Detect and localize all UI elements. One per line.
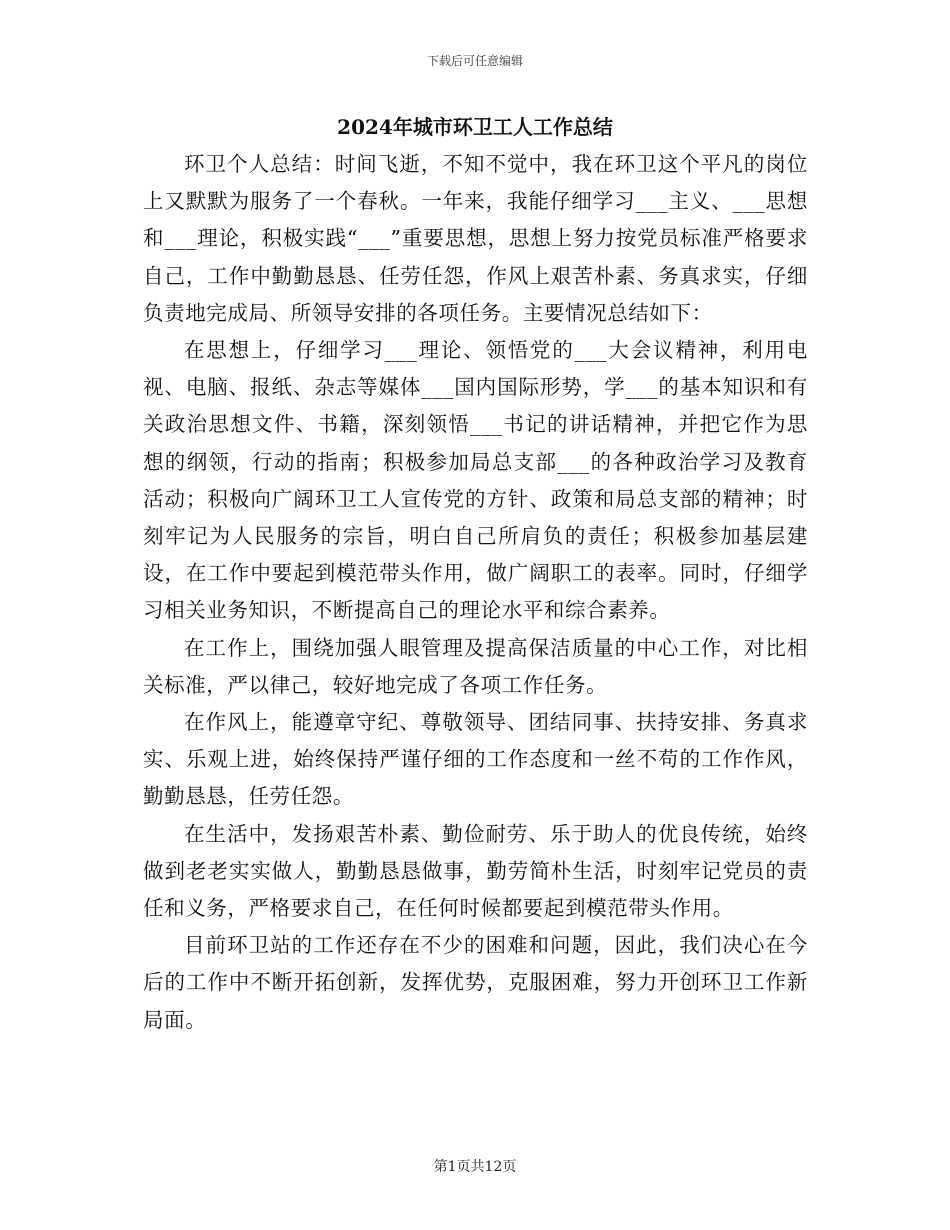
page-number: 第1页共12页 — [433, 1159, 517, 1175]
paragraph-6: 目前环卫站的工作还存在不少的困难和问题，因此，我们决心在今后的工作中不断开拓创新，发挥优势，克服困难，努力开创环卫工作新局面。 — [143, 933, 808, 1032]
paragraph-5: 在生活中，发扬艰苦朴素、勤俭耐劳、乐于助人的优良传统，始终做到老老实实做人，勤勤恳恳做事，勤劳简朴生活，时刻牢记党员的责任和义务，严格要求自己，在任何时候都要起到模范带头作用。 — [143, 821, 808, 921]
paragraph-1: 环卫个人总结：时间飞逝，不知不觉中，我在环卫这个平凡的岗位上又默默为服务了一个春秋。一年来，我能仔细学习___主义、___思想和___理论，积极实践“___”重要思想，思想上努力按党员标准严格要求自己，工作中勤勤恳恳、任劳任怨，作风上艰苦朴素、务真求实，仔细负责地完成局、所领导安排的各项任务。主要情况总结如下： — [143, 152, 808, 325]
header-note: 下载后可任意编辑 — [426, 54, 523, 68]
document-title: 2024年城市环卫工人工作总结 — [337, 115, 613, 139]
paragraph-3: 在工作上，围绕加强人眼管理及提高保洁质量的中心工作，对比相关标准，严以律己，较好地完成了各项工作任务。 — [143, 635, 808, 697]
document-body — [143, 146, 808, 1039]
paragraph-4: 在作风上，能遵章守纪、尊敬领导、团结同事、扶持安排、务真求实、乐观上进，始终保持严谨仔细的工作态度和一丝不苟的工作作风，勤勤恳恳，任劳任怨。 — [143, 710, 808, 809]
paragraph-2: 在思想上，仔细学习___理论、领悟党的___大会议精神，利用电视、电脑、报纸、杂志等媒体___国内国际形势，学___的基本知识和有关政治思想文件、书籍，深刻领悟___书记的讲话精神，并把它作为思想的纲领，行动的指南；积极参加局总支部___的各种政治学习及教育活动；积极向广阔环卫工人宣传党的方针、政策和局总支部的精神；时刻牢记为人民服务的宗旨，明白自己所肩负的责任；积极参加基层建设，在工作中要起到模范带头作用，做广阔职工的表率。同时，仔细学习相关业务知识，不断提高自己的理论水平和综合素养。 — [143, 338, 808, 623]
